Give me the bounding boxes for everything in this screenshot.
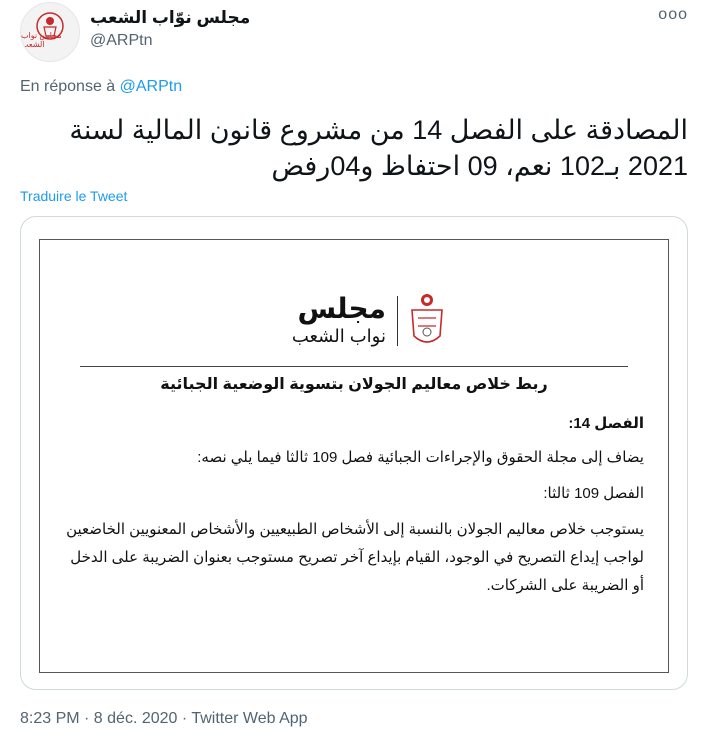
- reply-prefix: En réponse à: [20, 78, 116, 95]
- document-paragraph: [64, 516, 644, 600]
- translate-tweet-link[interactable]: Traduire le Tweet: [20, 188, 128, 204]
- logo-text-line-1: مجلس: [297, 293, 386, 324]
- author-handle[interactable]: @ARPtn: [90, 32, 153, 49]
- logo-divider: [397, 296, 398, 346]
- tweet-timestamp[interactable]: 8:23 PM · 8 déc. 2020 · Twitter Web App: [20, 710, 308, 727]
- tweet-media-image[interactable]: [20, 216, 688, 690]
- avatar[interactable]: [20, 2, 80, 62]
- document-sub-label: الفصل 109 ثالثا:: [543, 485, 644, 502]
- author-display-name[interactable]: مجلس نوّاب الشعب: [90, 8, 251, 27]
- document-paragraph-line-2: لواجب إيداع التصريح في الوجود، القيام بإيداع آخر تصريح مستوجب بعنوان الضريبة على الدخل: [70, 549, 644, 566]
- tweet-line-1: المصادقة على الفصل 14 من مشروع قانون المالية لسنة: [69, 115, 688, 145]
- document-page: [39, 239, 669, 673]
- reply-mention-link[interactable]: @ARPtn: [119, 78, 183, 95]
- parliament-seal-icon: [406, 290, 448, 350]
- tweet-text: [20, 112, 688, 184]
- document-divider: [80, 366, 628, 367]
- document-intro: يضاف إلى مجلة الحقوق والإجراءات الجبائية فصل 109 ثالثا فيما يلي نصه:: [197, 449, 644, 466]
- document-paragraph-line-1: يستوجب خلاص معاليم الجولان بالنسبة إلى الأشخاص الطبيعيين والأشخاص المعنويين الخاضعين: [66, 521, 644, 538]
- document-logo: [288, 290, 448, 354]
- tweet-header: [20, 2, 690, 72]
- logo-text-line-2: نواب الشعب: [291, 326, 386, 346]
- document-paragraph-line-3: أو الضريبة على الشركات.: [486, 577, 644, 594]
- avatar-label: مجلس نواب الشعب: [21, 31, 62, 49]
- document-chapter-label: الفصل 14:: [568, 415, 644, 432]
- more-options-icon[interactable]: ooo: [658, 6, 688, 23]
- document-title: ربط خلاص معاليم الجولان بتسوية الوضعية الجبائية: [160, 376, 548, 393]
- reply-context: [20, 78, 182, 96]
- tweet-line-2: 2021 بـ102 نعم، 09 احتفاظ و04رفض: [271, 151, 688, 181]
